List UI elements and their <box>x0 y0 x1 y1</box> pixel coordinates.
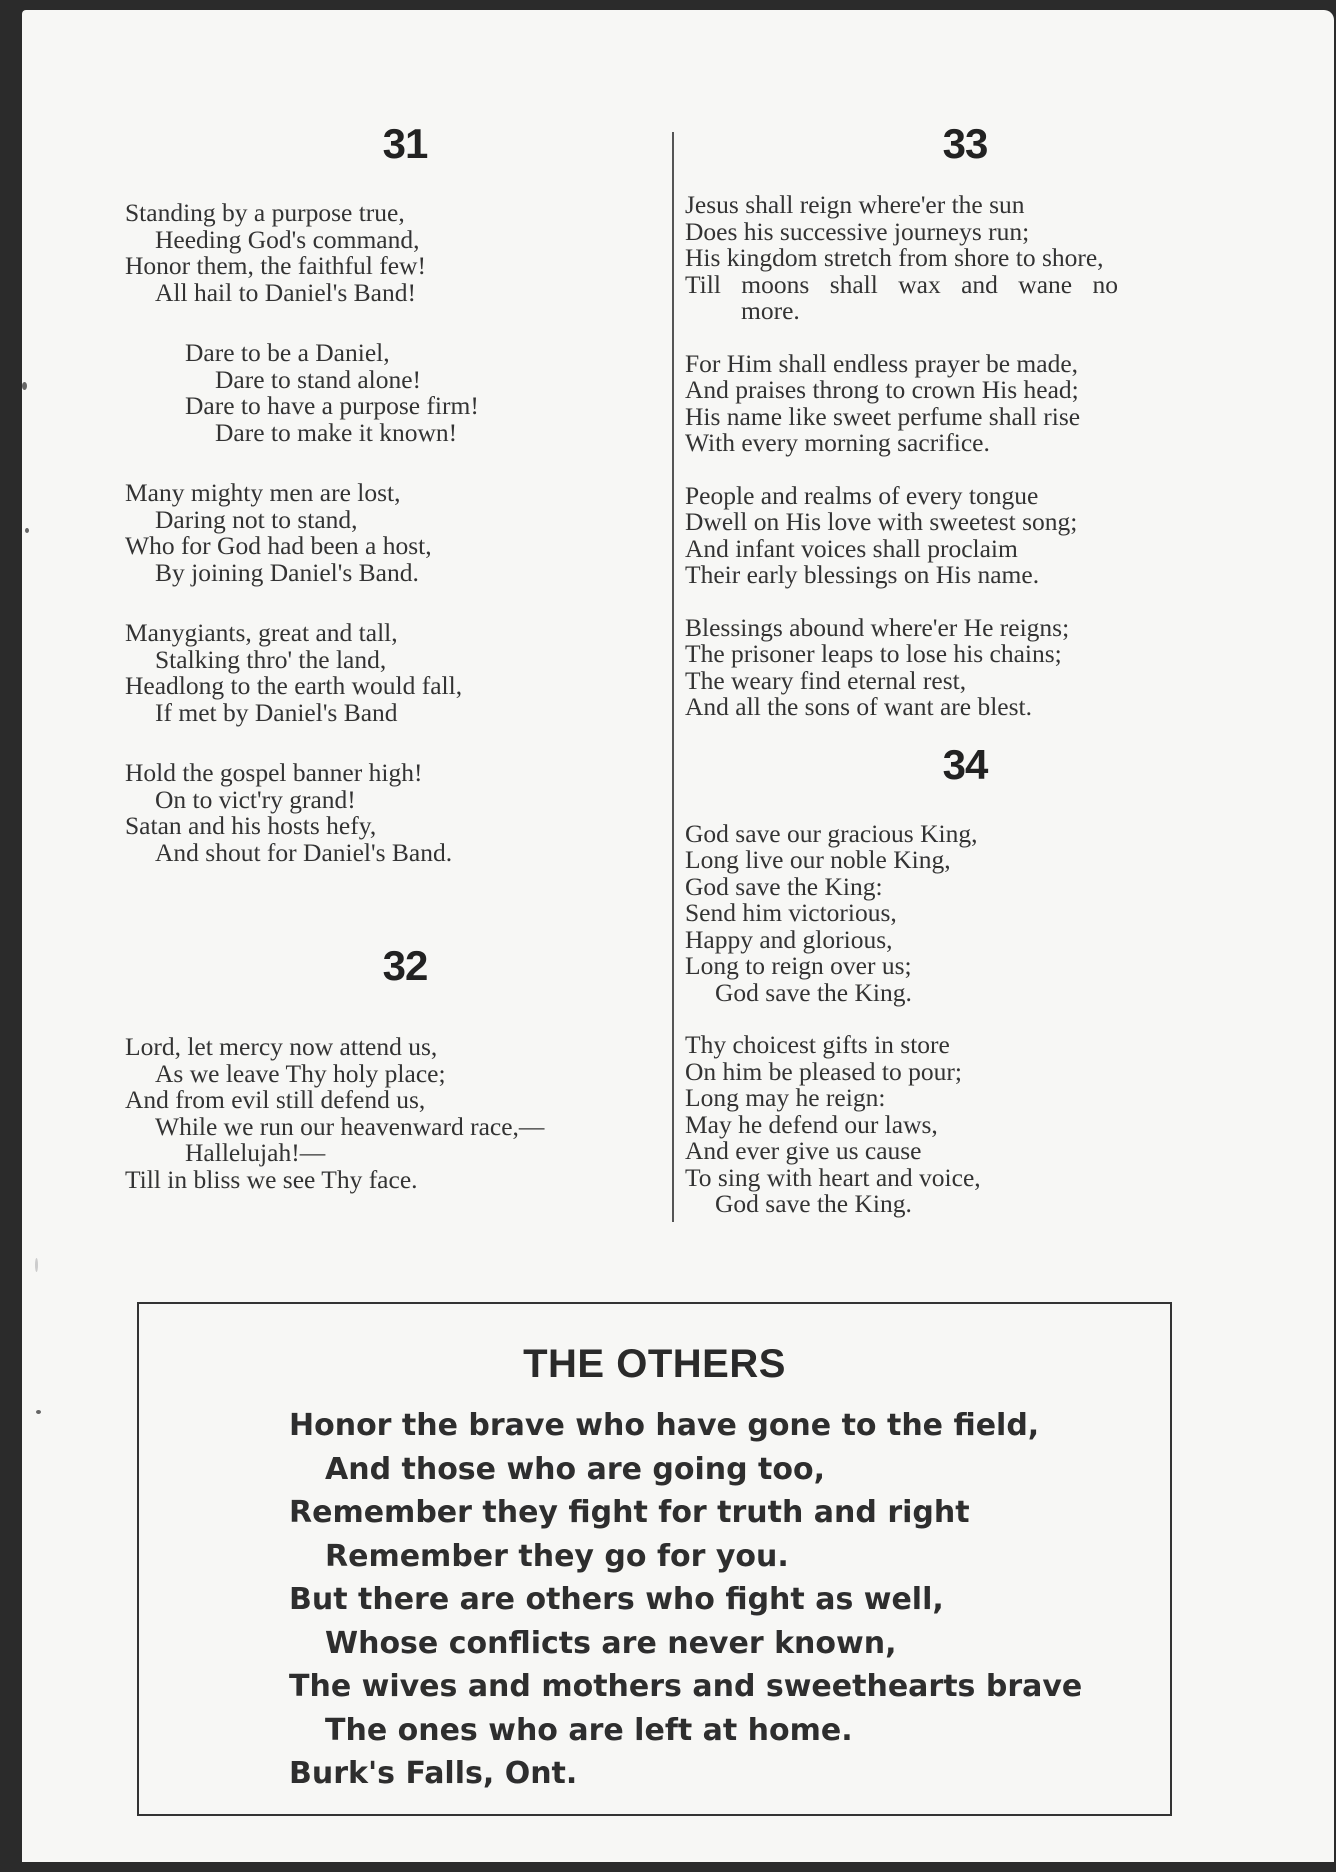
poem-attribution: Burk's Falls, Ont. <box>289 1756 578 1791</box>
hymn-line: With every morning sacrifice. <box>685 428 990 457</box>
hymn31-verse-4 <box>125 760 685 866</box>
hymn-line: Daring not to stand, <box>155 504 358 534</box>
hymn-line: His name like sweet perfume shall rise <box>685 401 1081 431</box>
hymn-number-34: 34 <box>942 740 988 788</box>
hymn-number-33: 33 <box>942 120 988 167</box>
hymn34-verse-2 <box>685 1032 1245 1218</box>
hymn-line: Many mighty men are lost, <box>125 478 401 507</box>
hymn-line: On to vict'ry grand! <box>155 784 356 814</box>
left-column <box>125 120 685 1193</box>
hymn-line: And shout for Daniel's Band. <box>155 837 453 867</box>
hymn-line: For Him shall endless prayer be made, <box>685 348 1079 378</box>
hymn-line: Blessings abound where'er He reigns; <box>685 612 1070 642</box>
hymn-line: Dare to have a purpose firm! <box>185 391 479 420</box>
hymn-line: The prisoner leaps to lose his chains; <box>685 639 1062 668</box>
hymn-line: On him be pleased to pour; <box>685 1056 962 1086</box>
hymn33-verse-2 <box>685 348 1245 457</box>
hymn34-verse-1 <box>685 818 1245 1007</box>
hymn-line: His kingdom stretch from shore to shore, <box>685 243 1104 272</box>
poem-line: Honor the brave who have gone to the field, <box>289 1408 1040 1443</box>
hymn-line: Happy and glorious, <box>685 924 893 954</box>
hymn31-verse-2 <box>125 480 685 586</box>
hymn-line: People and realms of every tongue <box>685 480 1039 510</box>
hymn-line: Manygiants, great and tall, <box>125 618 398 647</box>
hymn-line: By joining Daniel's Band. <box>155 557 419 587</box>
poem-line: But there are others who fight as well, <box>289 1582 944 1617</box>
hymn-line: Jesus shall reign where'er the sun <box>685 190 1025 219</box>
scan-mark <box>35 1258 38 1272</box>
hymn-line: God save the King. <box>715 1189 912 1218</box>
poem-line: And those who are going too, <box>325 1451 826 1487</box>
hymnal-page <box>22 10 1334 1862</box>
hymn-line: If met by Daniel's Band <box>155 697 398 727</box>
hymn-line: And ever give us cause <box>685 1136 922 1165</box>
hymn-line: Dare to be a Daniel, <box>185 338 390 367</box>
hymn-line: And all the sons of want are blest. <box>685 692 1033 721</box>
hymn-line: Dare to make it known! <box>215 417 458 447</box>
hymn-line: Till in bliss we see Thy face. <box>125 1164 418 1194</box>
hymn-line: Long live our noble King, <box>685 845 951 874</box>
hymn33-verse-4 <box>685 612 1245 721</box>
hymn32-verse-1 <box>125 1034 685 1193</box>
hymn-line: Does his successive journeys run; <box>685 216 1030 246</box>
hymn-number-31: 31 <box>382 120 428 167</box>
hymn-line: Their early blessings on His name. <box>685 560 1040 589</box>
poem-line: Whose conflicts are never known, <box>325 1625 897 1661</box>
scan-mark <box>25 528 29 533</box>
the-others-title: THE OTHERS <box>523 1342 786 1386</box>
hymn-line: Dare to stand alone! <box>215 364 422 394</box>
hymn-line: To sing with heart and voice, <box>685 1162 981 1192</box>
hymn-line: Long may he reign: <box>685 1083 886 1112</box>
hymn31-chorus <box>125 340 685 446</box>
hymn-line: Lord, let mercy now attend us, <box>125 1032 438 1061</box>
hymn-line: Hallelujah!— <box>185 1138 326 1167</box>
hymn-line: Satan and his hosts hefy, <box>125 811 377 840</box>
hymn-line: And praises throng to crown His head; <box>685 375 1079 404</box>
hymn-line: Hold the gospel banner high! <box>125 758 423 787</box>
poem-line: Remember they go for you. <box>325 1538 789 1574</box>
hymn-line: The weary find eternal rest, <box>685 665 967 695</box>
hymn-line: Heeding God's command, <box>155 224 420 254</box>
hymn-line: more. <box>741 296 800 325</box>
hymn-line: All hail to Daniel's Band! <box>155 277 416 307</box>
hymn-line: Standing by a purpose true, <box>125 198 405 227</box>
the-others-box <box>137 1302 1172 1816</box>
hymn31-verse-1 <box>125 200 685 306</box>
hymn-line: Long to reign over us; <box>685 951 912 980</box>
poem-line: The ones who are left at home. <box>325 1712 853 1748</box>
hymn-line: Who for God had been a host, <box>125 531 432 560</box>
hymn-line: May he defend our laws, <box>685 1109 938 1139</box>
hymn-line: Send him victorious, <box>685 898 897 927</box>
hymn-line: Headlong to the earth would fall, <box>125 671 463 700</box>
hymn-line: Thy choicest gifts in store <box>685 1030 950 1059</box>
poem-line: The wives and mothers and sweethearts brave <box>289 1669 1083 1704</box>
hymn-line: And infant voices shall proclaim <box>685 533 1018 563</box>
hymn33-verse-1 <box>685 192 1245 325</box>
poem-line: Remember they fight for truth and right <box>289 1495 970 1530</box>
scan-mark <box>36 1410 41 1414</box>
hymn-line: Dwell on His love with sweetest song; <box>685 507 1078 536</box>
right-column <box>685 120 1245 1218</box>
hymn-line: God save the King: <box>685 871 883 901</box>
hymn-number-32: 32 <box>382 942 428 989</box>
hymn-line: And from evil still defend us, <box>125 1085 426 1114</box>
scan-mark <box>22 382 27 390</box>
hymn31-verse-3 <box>125 620 685 726</box>
hymn33-verse-3 <box>685 480 1245 589</box>
column-divider <box>672 132 674 1222</box>
hymn-line: Honor them, the faithful few! <box>125 251 426 280</box>
hymn-line: Till moons shall wax and wane no <box>685 269 1118 299</box>
hymn-line: Stalking thro' the land, <box>155 644 387 674</box>
hymn-line: God save the King. <box>715 977 912 1007</box>
hymn-line: God save our gracious King, <box>685 818 978 848</box>
hymn-line: While we run our heavenward race,— <box>155 1111 545 1141</box>
the-others-poem <box>289 1404 1082 1796</box>
hymn-line: As we leave Thy holy place; <box>155 1058 446 1088</box>
